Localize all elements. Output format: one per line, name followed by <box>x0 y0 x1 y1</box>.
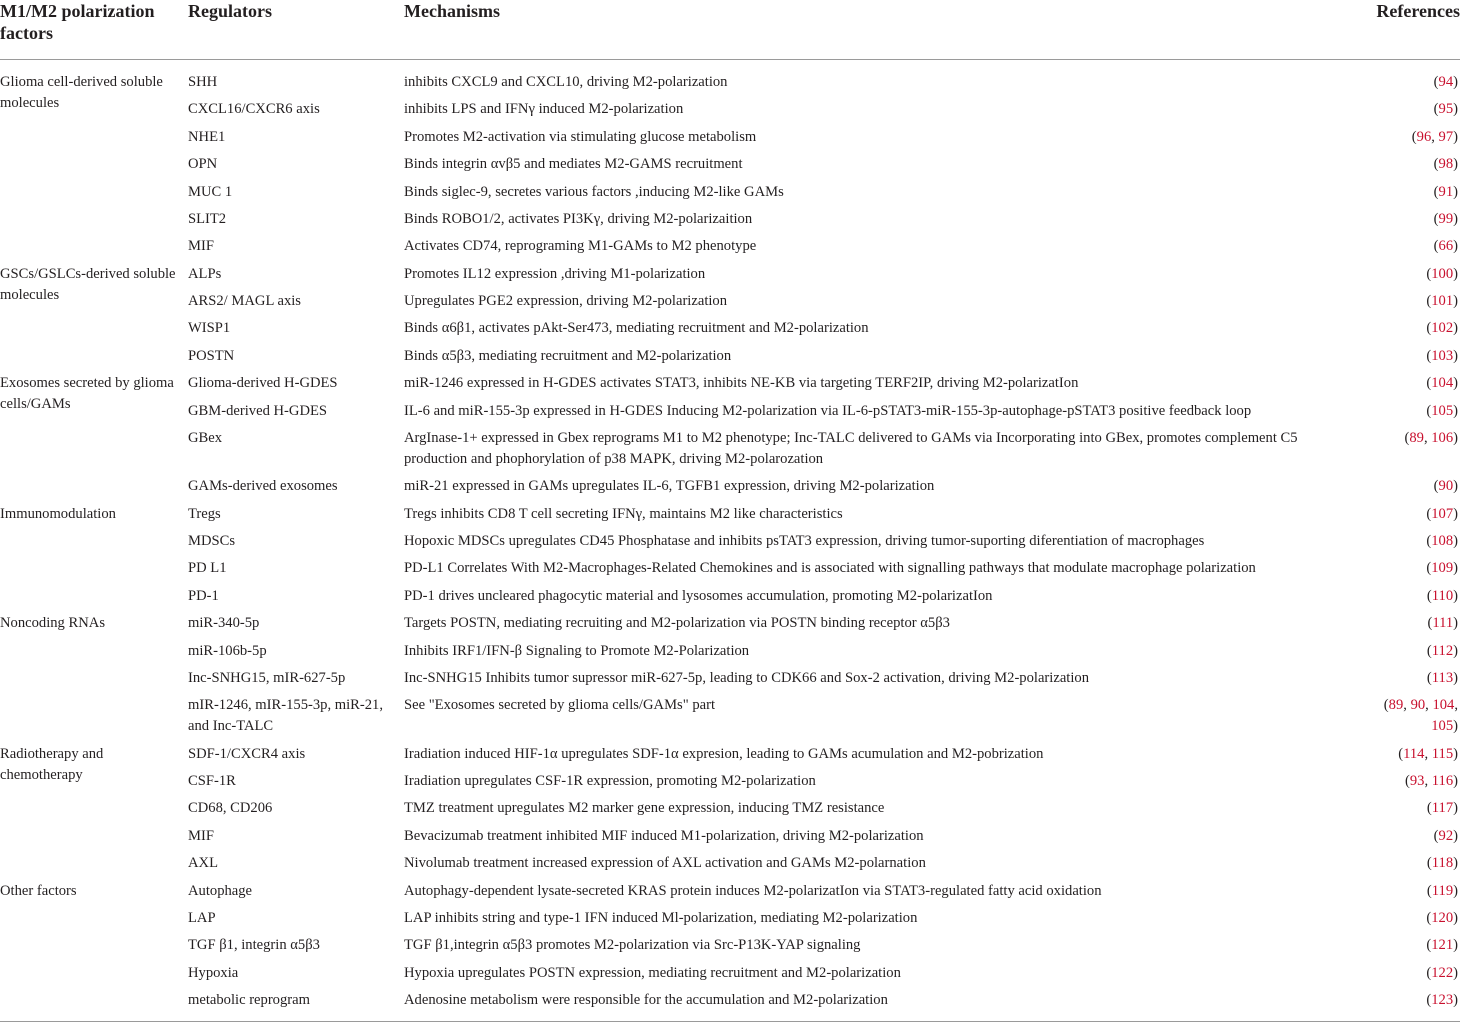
mechanism-cell: Binds α5β3, mediating recruitment and M2-polarization <box>404 347 732 364</box>
regulator-cell: mIR-1246, mIR-155-3p, miR-21, and Inc-TALC <box>188 697 383 735</box>
reference-cell: (104) <box>1426 375 1458 392</box>
factor-group-cell: Other factors <box>0 882 77 899</box>
reference-link[interactable]: 92 <box>1438 827 1454 844</box>
mechanism-cell: Hopoxic MDSCs upregulates CD45 Phosphatase and inhibits psTAT3 expression, driving tumor-suporting diferentiation of macrophages <box>404 533 1205 549</box>
table-row <box>0 151 1460 178</box>
mechanism-cell: Promotes M2-activation via stimulating glucose metabolism <box>404 128 757 145</box>
regulator-cell: CXCL16/CXCR6 axis <box>188 101 320 118</box>
reference-cell: (108) <box>1426 533 1458 549</box>
reference-link[interactable]: 123 <box>1431 992 1454 1008</box>
reference-link[interactable]: 104 <box>1432 697 1455 714</box>
table-row <box>0 124 1460 151</box>
regulator-cell: GBM-derived H-GDES <box>188 402 328 419</box>
reference-cell: (107) <box>1426 505 1458 522</box>
mechanism-cell: Activates CD74, reprograming M1-GAMs to M2 phenotype <box>404 238 757 255</box>
reference-link[interactable]: 95 <box>1438 101 1454 118</box>
reference-cell: (92) <box>1433 827 1458 844</box>
reference-cell: (113) <box>1426 669 1458 686</box>
mechanism-cell: miR-21 expressed in GAMs upregulates IL-6, TGFB1 expression, driving M2-polarization <box>404 478 935 495</box>
reference-link[interactable]: 98 <box>1438 156 1454 173</box>
table-row <box>0 370 1460 397</box>
reference-cell: (89, 90, 104, 105) <box>1383 697 1458 735</box>
regulator-cell: CSF-1R <box>188 773 236 789</box>
reference-link[interactable]: 120 <box>1431 909 1454 926</box>
reference-cell: (95) <box>1433 101 1458 118</box>
reference-link[interactable]: 116 <box>1431 773 1454 789</box>
mechanism-cell: IL-6 and miR-155-3p expressed in H-GDES Inducing M2-polarization via IL-6-pSTAT3-miR-155-3p-autophage-pSTAT3 positive feedback loop <box>404 402 1252 419</box>
reference-cell: (98) <box>1433 156 1458 173</box>
reference-link[interactable]: 117 <box>1431 800 1454 817</box>
mechanism-cell: Targets POSTN, mediating recruiting and M2-polarization via POSTN binding receptor α5β3 <box>404 615 950 632</box>
reference-cell: (119) <box>1426 882 1458 899</box>
regulator-cell: ARS2/ MAGL axis <box>188 293 301 309</box>
table-row <box>0 500 1460 527</box>
reference-link[interactable]: 101 <box>1431 293 1454 309</box>
table-row <box>0 315 1460 342</box>
reference-cell: (120) <box>1426 909 1458 926</box>
table-row <box>0 768 1460 795</box>
table-row <box>0 260 1460 287</box>
table-row <box>0 823 1460 850</box>
reference-cell: (121) <box>1426 937 1458 954</box>
regulator-cell: POSTN <box>188 347 235 364</box>
factor-group-cell: Noncoding RNAs <box>0 615 105 632</box>
mechanism-cell: PD-L1 Correlates With M2-Macrophages-Related Chemokines and is associated with signalling pathways that modulate macrophage polarization <box>404 560 1256 577</box>
regulator-cell: Hypoxia <box>188 964 239 981</box>
reference-link[interactable]: 97 <box>1438 128 1454 145</box>
regulator-cell: metabolic reprogram <box>188 992 310 1008</box>
table-row <box>0 343 1460 370</box>
table-row <box>0 740 1460 767</box>
mechanism-cell: Tregs inhibits CD8 T cell secreting IFNγ, maintains M2 like characteristics <box>404 505 843 522</box>
table-body <box>0 60 1460 1022</box>
table-row <box>0 850 1460 877</box>
reference-link[interactable]: 94 <box>1438 74 1454 90</box>
reference-cell: (90) <box>1433 478 1458 495</box>
reference-cell: (99) <box>1433 210 1458 227</box>
regulator-cell: miR-340-5p <box>188 615 260 632</box>
reference-cell: (117) <box>1426 800 1458 817</box>
regulator-cell: ALPs <box>188 265 222 282</box>
header-regulators: Regulators <box>188 1 272 21</box>
reference-cell: (111) <box>1427 615 1458 632</box>
table-row <box>0 583 1460 610</box>
reference-link[interactable]: 109 <box>1431 560 1454 577</box>
regulator-cell: AXL <box>188 855 218 872</box>
mechanism-cell: PD-1 drives uncleared phagocytic material and lysosomes accumulation, promoting M2-polarizatIon <box>404 587 993 604</box>
reference-link[interactable]: 90 <box>1410 697 1426 714</box>
table-row <box>0 206 1460 233</box>
factor-group-cell: Glioma cell-derived soluble molecules <box>0 74 163 111</box>
regulator-cell: Autophage <box>188 882 253 899</box>
table-row <box>0 987 1460 1022</box>
table-row <box>0 637 1460 664</box>
reference-cell: (114, 115) <box>1398 745 1458 762</box>
table-row <box>0 178 1460 205</box>
mechanism-cell: ArgInase-1+ expressed in Gbex reprograms M1 to M2 phenotype; Inc-TALC delivered to GAMs via Incorporating into GBex, promotes complement C5 production and phophorylation of p38 MAPK, driving M2-polarozation <box>404 429 1298 467</box>
reference-link[interactable]: 106 <box>1431 429 1454 446</box>
reference-link[interactable]: 112 <box>1431 642 1454 659</box>
table-row <box>0 610 1460 637</box>
reference-cell: (112) <box>1426 642 1458 659</box>
mechanism-cell: Nivolumab treatment increased expression of AXL activation and GAMs M2-polarnation <box>404 855 926 872</box>
mechanism-cell: miR-1246 expressed in H-GDES activates STAT3, inhibits NE-KB via targeting TERF2IP, driving M2-polarizatIon <box>404 375 1079 392</box>
reference-link[interactable]: 104 <box>1431 375 1454 392</box>
regulator-cell: Tregs <box>188 505 221 522</box>
reference-cell: (94) <box>1433 74 1458 90</box>
table-header-row <box>0 0 1460 60</box>
reference-link[interactable]: 121 <box>1431 937 1454 954</box>
reference-link[interactable]: 115 <box>1431 745 1454 762</box>
reference-link[interactable]: 105 <box>1431 402 1454 419</box>
factor-group-cell: Exosomes secreted by glioma cells/GAMs <box>0 375 174 413</box>
reference-link[interactable]: 99 <box>1438 210 1454 227</box>
mechanism-cell: TMZ treatment upregulates M2 marker gene expression, inducing TMZ resistance <box>404 800 885 817</box>
regulator-cell: SDF-1/CXCR4 axis <box>188 745 306 762</box>
reference-cell: (123) <box>1426 992 1458 1008</box>
reference-cell: (118) <box>1426 855 1458 872</box>
reference-link[interactable]: 105 <box>1431 718 1454 735</box>
reference-link[interactable]: 93 <box>1409 773 1425 789</box>
mechanism-cell: Iradiation induced HIF-1α upregulates SDF-1α expresion, leading to GAMs acumulation and M2-pobrization <box>404 745 1044 762</box>
reference-cell: (101) <box>1426 293 1458 309</box>
header-references: References <box>1376 1 1460 21</box>
table-row <box>0 528 1460 555</box>
reference-link[interactable]: 103 <box>1431 347 1454 364</box>
regulator-cell: OPN <box>188 156 218 173</box>
table-row <box>0 959 1460 986</box>
mechanism-cell: Autophagy-dependent lysate-secreted KRAS protein induces M2-polarizatIon via STAT3-regulated fatty acid oxidation <box>404 882 1102 899</box>
regulator-cell: GAMs-derived exosomes <box>188 478 338 495</box>
mechanism-cell: Binds ROBO1/2, activates PI3Kγ, driving M2-polarizaition <box>404 210 753 227</box>
reference-link[interactable]: 114 <box>1403 745 1425 762</box>
regulator-cell: LAP <box>188 909 216 926</box>
mechanism-cell: Bevacizumab treatment inhibited MIF induced M1-polarization, driving M2-polarization <box>404 827 924 844</box>
table-row <box>0 233 1460 260</box>
mechanism-cell: Binds integrin αvβ5 and mediates M2-GAMS recruitment <box>404 156 743 173</box>
reference-cell: (102) <box>1426 320 1458 337</box>
regulator-cell: CD68, CD206 <box>188 800 273 817</box>
table-row <box>0 425 1460 473</box>
regulator-cell: Glioma-derived H-GDES <box>188 375 338 392</box>
table-row <box>0 932 1460 959</box>
regulator-cell: WISP1 <box>188 320 231 337</box>
table-row <box>0 905 1460 932</box>
reference-link[interactable]: 91 <box>1438 183 1454 200</box>
mechanism-cell: inhibits LPS and IFNγ induced M2-polarization <box>404 101 684 118</box>
reference-link[interactable]: 66 <box>1438 238 1454 255</box>
mechanism-cell: TGF β1,integrin α5β3 promotes M2-polarization via Src-P13K-YAP signaling <box>404 937 861 954</box>
reference-link[interactable]: 100 <box>1431 265 1454 282</box>
mechanism-cell: Iradiation upregulates CSF-1R expression, promoting M2-polarization <box>404 773 816 789</box>
table-row <box>0 692 1460 740</box>
regulator-cell: MUC 1 <box>188 183 233 200</box>
reference-cell: (100) <box>1426 265 1458 282</box>
reference-cell: (109) <box>1426 560 1458 577</box>
table-row <box>0 473 1460 500</box>
mechanism-cell: Upregulates PGE2 expression, driving M2-polarization <box>404 293 728 309</box>
regulator-cell: SLIT2 <box>188 210 227 227</box>
reference-link[interactable]: 111 <box>1432 615 1454 632</box>
reference-cell: (96, 97) <box>1411 128 1458 145</box>
mechanism-cell: inhibits CXCL9 and CXCL10, driving M2-polarization <box>404 74 728 90</box>
reference-link[interactable]: 102 <box>1431 320 1454 337</box>
reference-link[interactable]: 113 <box>1431 669 1454 686</box>
mechanism-cell: Inhibits IRF1/IFN-β Signaling to Promote M2-Polarization <box>404 642 750 659</box>
reference-link[interactable]: 107 <box>1431 505 1454 522</box>
mechanism-cell: Binds α6β1, activates pAkt-Ser473, mediating recruitment and M2-polarization <box>404 320 869 337</box>
table-row <box>0 288 1460 315</box>
factor-group-cell: Immunomodulation <box>0 505 116 522</box>
mechanism-cell: Adenosine metabolism were responsible for the accumulation and M2-polarization <box>404 992 888 1008</box>
mechanism-cell: Binds siglec-9, secretes various factors ,inducing M2-like GAMs <box>404 183 784 200</box>
regulator-cell: miR-106b-5p <box>188 642 267 659</box>
reference-link[interactable]: 89 <box>1409 429 1424 446</box>
header-factors: M1/M2 polarization factors <box>0 1 155 43</box>
regulator-cell: NHE1 <box>188 128 226 145</box>
regulator-cell: MIF <box>188 238 214 255</box>
regulator-cell: MDSCs <box>188 533 236 549</box>
reference-link[interactable]: 122 <box>1431 964 1454 981</box>
reference-link[interactable]: 108 <box>1431 533 1454 549</box>
table-row <box>0 665 1460 692</box>
table-row <box>0 60 1460 97</box>
reference-cell: (89, 106) <box>1404 429 1458 446</box>
factor-group-cell: Radiotherapy and chemotherapy <box>0 745 104 783</box>
regulator-cell: PD-1 <box>188 587 219 604</box>
regulator-cell: MIF <box>188 827 214 844</box>
table-row <box>0 96 1460 123</box>
regulator-cell: GBex <box>188 429 223 446</box>
reference-cell: (105) <box>1426 402 1458 419</box>
reference-cell: (122) <box>1426 964 1458 981</box>
table-row <box>0 555 1460 582</box>
header-mechanisms: Mechanisms <box>404 1 500 21</box>
regulator-cell: SHH <box>188 74 218 90</box>
factor-group-cell: GSCs/GSLCs-derived soluble molecules <box>0 265 176 303</box>
reference-link[interactable]: 118 <box>1431 855 1454 872</box>
reference-link[interactable]: 89 <box>1388 697 1404 714</box>
reference-link[interactable]: 90 <box>1438 478 1454 495</box>
table-row <box>0 877 1460 904</box>
reference-link[interactable]: 110 <box>1431 587 1454 604</box>
mechanism-cell: LAP inhibits string and type-1 IFN induced Ml-polarization, mediating M2-polarization <box>404 909 918 926</box>
mechanism-cell: See "Exosomes secreted by glioma cells/GAMs" part <box>404 697 716 714</box>
reference-link[interactable]: 96 <box>1416 128 1432 145</box>
table-row <box>0 795 1460 822</box>
table-row <box>0 397 1460 424</box>
regulator-cell: PD L1 <box>188 560 227 577</box>
reference-link[interactable]: 119 <box>1431 882 1454 899</box>
regulator-cell: TGF β1, integrin α5β3 <box>188 937 320 954</box>
regulator-cell: Inc-SNHG15, mIR-627-5p <box>188 669 346 686</box>
reference-cell: (110) <box>1426 587 1458 604</box>
reference-cell: (91) <box>1433 183 1458 200</box>
mechanism-cell: Promotes IL12 expression ,driving M1-polarization <box>404 265 706 282</box>
reference-cell: (66) <box>1433 238 1458 255</box>
reference-cell: (93, 116) <box>1405 773 1458 789</box>
reference-cell: (103) <box>1426 347 1458 364</box>
mechanism-cell: Inc-SNHG15 Inhibits tumor supressor miR-627-5p, leading to CDK66 and Sox-2 activation, driving M2-polarization <box>404 669 1090 686</box>
mechanism-cell: Hypoxia upregulates POSTN expression, mediating recruitment and M2-polarization <box>404 964 901 981</box>
